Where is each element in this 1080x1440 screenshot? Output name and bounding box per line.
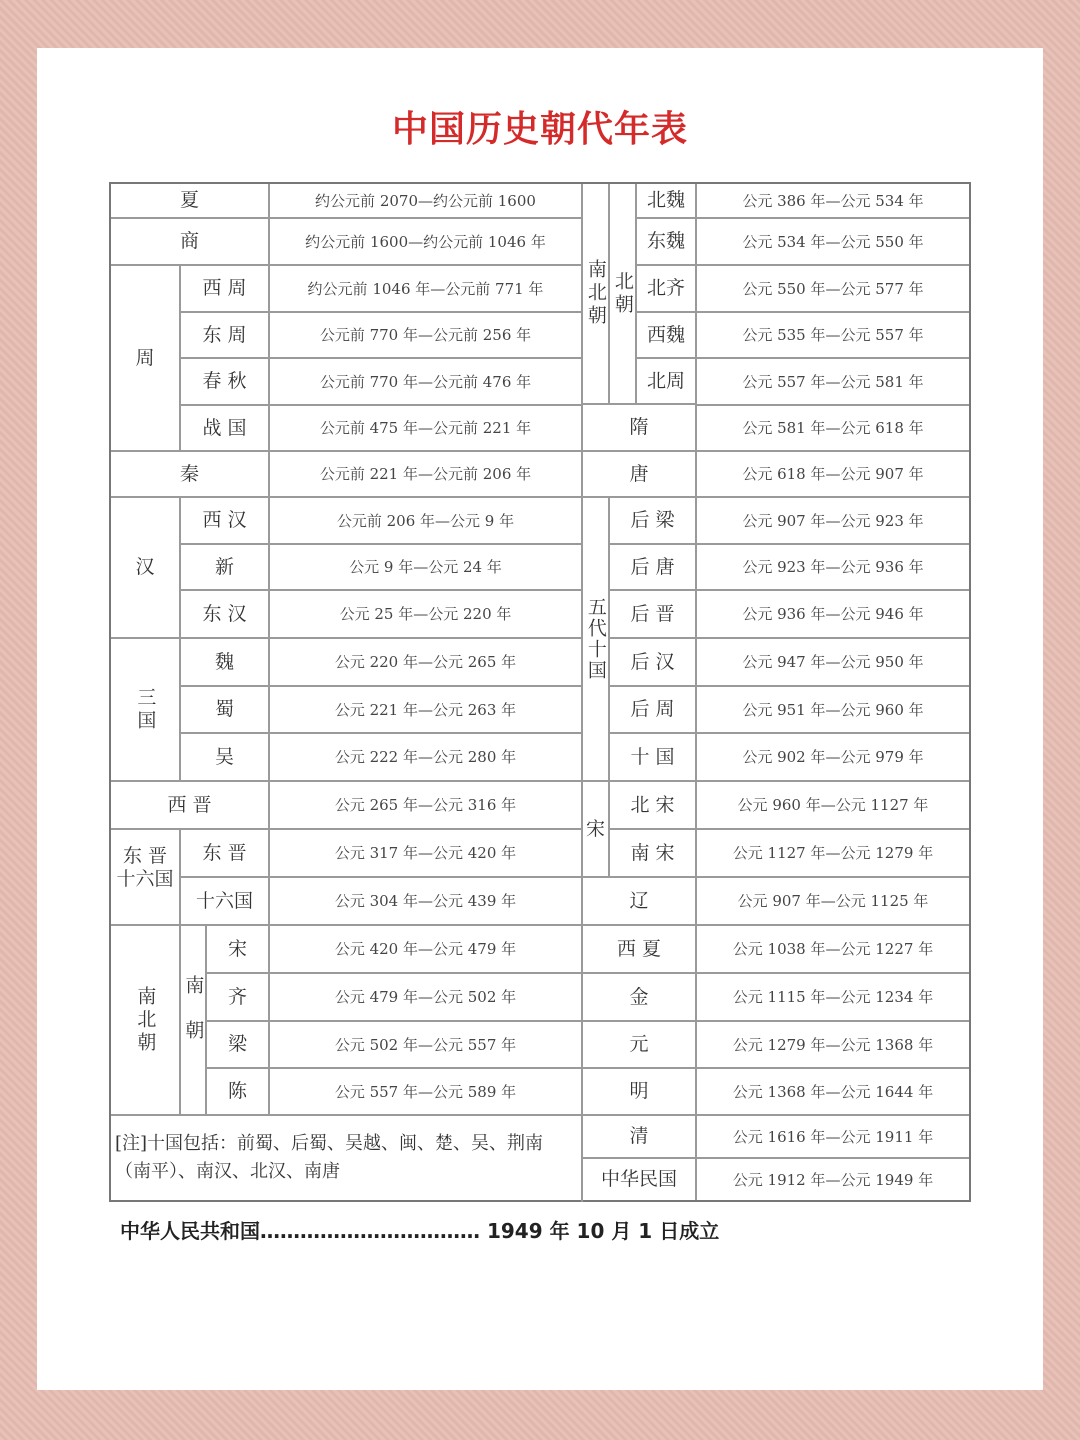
dynasty-name: 清 <box>583 1116 697 1159</box>
dynasty-years: 公元 550 年—公元 577 年 <box>697 266 969 313</box>
dynasty-years: 约公元前 1046 年—公元前 771 年 <box>270 266 583 313</box>
dynasty-years: 公元 557 年—公元 581 年 <box>697 359 969 406</box>
dynasty-years: 公元 265 年—公元 316 年 <box>270 782 583 830</box>
dynasty-table <box>109 182 971 1202</box>
dynasty-years: 公元 557 年—公元 589 年 <box>270 1069 583 1116</box>
dynasty-group: 周 <box>111 266 181 452</box>
dynasty-years: 公元 907 年—公元 1125 年 <box>697 878 969 926</box>
dynasty-group: 宋 <box>583 782 610 878</box>
dynasty-years: 公元前 475 年—公元前 221 年 <box>270 406 583 452</box>
dynasty-group-label: 南北朝 <box>584 259 607 328</box>
page-title: 中国历史朝代年表 <box>391 109 688 150</box>
dynasty-name: 北齐 <box>637 266 697 313</box>
dynasty-subgroup-label: 南朝 <box>182 975 205 1065</box>
dynasty-name: 春 秋 <box>181 359 270 406</box>
dynasty-name: 东 汉 <box>181 591 270 639</box>
dynasty-years: 公元 581 年—公元 618 年 <box>697 406 969 452</box>
dynasty-years: 公元 618 年—公元 907 年 <box>697 452 969 498</box>
dynasty-years: 公元前 221 年—公元前 206 年 <box>270 452 583 498</box>
dynasty-years: 公元 25 年—公元 220 年 <box>270 591 583 639</box>
dynasty-subgroup <box>610 184 637 405</box>
dynasty-name: 西 夏 <box>583 926 697 974</box>
dynasty-name: 隋 <box>583 405 697 452</box>
dynasty-name: 新 <box>181 545 270 591</box>
dynasty-years: 公元 902 年—公元 979 年 <box>697 734 969 782</box>
dynasty-years: 公元 220 年—公元 265 年 <box>270 639 583 687</box>
dynasty-name: 北 宋 <box>610 782 697 830</box>
dynasty-years: 公元 534 年—公元 550 年 <box>697 219 969 266</box>
dynasty-group-label: 三国 <box>134 686 157 733</box>
dynasty-name: 秦 <box>111 452 270 498</box>
dynasty-years: 公元 502 年—公元 557 年 <box>270 1022 583 1069</box>
dynasty-name: 金 <box>583 974 697 1022</box>
dynasty-years: 公元 479 年—公元 502 年 <box>270 974 583 1022</box>
dynasty-years: 公元 535 年—公元 557 年 <box>697 313 969 359</box>
dynasty-group <box>583 498 610 782</box>
dynasty-years: 公元 420 年—公元 479 年 <box>270 926 583 974</box>
dynasty-group: 东 晋 十六国 <box>111 830 181 926</box>
dynasty-years: 公元 923 年—公元 936 年 <box>697 545 969 591</box>
dynasty-name: 明 <box>583 1069 697 1116</box>
dynasty-years: 公元 907 年—公元 923 年 <box>697 498 969 545</box>
dynasty-years: 约公元前 1600—约公元前 1046 年 <box>270 219 583 266</box>
dynasty-name: 东魏 <box>637 219 697 266</box>
dynasty-years: 公元 1912 年—公元 1949 年 <box>732 1170 934 1189</box>
dynasty-name: 后 周 <box>610 687 697 734</box>
dynasty-subgroup <box>181 926 207 1116</box>
dynasty-name: 后 晋 <box>610 591 697 639</box>
dynasty-name: 唐 <box>583 452 697 498</box>
prc-founding-line: 中华人民共和国…………………………… 1949 年 10 月 1 日成立 <box>120 1219 720 1243</box>
dynasty-name: 东 周 <box>181 313 270 359</box>
dynasty-name: 夏 <box>111 184 270 219</box>
dynasty-name: 北魏 <box>637 184 697 219</box>
dynasty-group <box>111 639 181 782</box>
dynasty-years: 约公元前 2070—约公元前 1600 <box>270 184 583 219</box>
dynasty-years: 公元 317 年—公元 420 年 <box>270 830 583 878</box>
dynasty-subgroup-label: 北朝 <box>611 270 634 317</box>
dynasty-years: 公元 304 年—公元 439 年 <box>270 878 583 926</box>
dynasty-name: 北周 <box>637 359 697 405</box>
dynasty-name: 商 <box>111 219 270 266</box>
dynasty-name: 梁 <box>207 1022 270 1069</box>
dynasty-name: 西魏 <box>637 313 697 359</box>
dynasty-name: 齐 <box>207 974 270 1022</box>
dynasty-years: 公元 1279 年—公元 1368 年 <box>697 1022 969 1069</box>
dynasty-years: 公元 1115 年—公元 1234 年 <box>697 974 969 1022</box>
dynasty-name: 辽 <box>583 878 697 926</box>
dynasty-years: 公元前 770 年—公元前 476 年 <box>270 359 583 406</box>
dynasty-name: 后 汉 <box>610 639 697 687</box>
dynasty-years: 公元 951 年—公元 960 年 <box>697 687 969 734</box>
dynasty-name: 宋 <box>207 926 270 974</box>
dynasty-name: 中华民国 <box>583 1159 697 1200</box>
dynasty-years: 公元 386 年—公元 534 年 <box>697 184 969 219</box>
dynasty-years: 公元 1127 年—公元 1279 年 <box>697 830 969 878</box>
dynasty-name: 西 晋 <box>111 782 270 830</box>
dynasty-years: 公元 1368 年—公元 1644 年 <box>697 1069 969 1116</box>
dynasty-name: 十六国 <box>181 878 270 926</box>
dynasty-years: 公元 221 年—公元 263 年 <box>270 687 583 734</box>
dynasty-name: 东 晋 <box>181 830 270 878</box>
dynasty-name: 后 唐 <box>610 545 697 591</box>
dynasty-years: 公元前 206 年—公元 9 年 <box>270 498 583 545</box>
dynasty-name: 南 宋 <box>610 830 697 878</box>
dynasty-years: 公元 1038 年—公元 1227 年 <box>697 926 969 974</box>
footnote: [注]十国包括：前蜀、后蜀、吴越、闽、楚、吴、荆南（南平）、南汉、北汉、南唐 <box>111 1116 583 1202</box>
dynasty-name: 后 梁 <box>610 498 697 545</box>
dynasty-name: 蜀 <box>181 687 270 734</box>
dynasty-name: 吴 <box>181 734 270 782</box>
dynasty-years: 公元前 770 年—公元前 256 年 <box>270 313 583 359</box>
dynasty-years: 公元 947 年—公元 950 年 <box>697 639 969 687</box>
dynasty-name: 陈 <box>207 1069 270 1116</box>
dynasty-group-label: 南北朝 <box>134 985 157 1055</box>
dynasty-name: 西 周 <box>181 266 270 313</box>
dynasty-years: 公元 960 年—公元 1127 年 <box>697 782 969 830</box>
dynasty-years: 公元 1616 年—公元 1911 年 <box>697 1116 969 1159</box>
dynasty-name: 西 汉 <box>181 498 270 545</box>
dynasty-years: 公元 222 年—公元 280 年 <box>270 734 583 782</box>
dynasty-years: 公元 936 年—公元 946 年 <box>697 591 969 639</box>
dynasty-group <box>583 184 610 405</box>
dynasty-name: 战 国 <box>181 406 270 452</box>
dynasty-group-label: 五代十国 <box>584 597 607 681</box>
dynasty-name: 十 国 <box>610 734 697 782</box>
dynasty-group <box>111 926 181 1116</box>
dynasty-years: 公元 9 年—公元 24 年 <box>270 545 583 591</box>
dynasty-group: 汉 <box>111 498 181 639</box>
dynasty-name: 魏 <box>181 639 270 687</box>
dynasty-name: 元 <box>583 1022 697 1069</box>
